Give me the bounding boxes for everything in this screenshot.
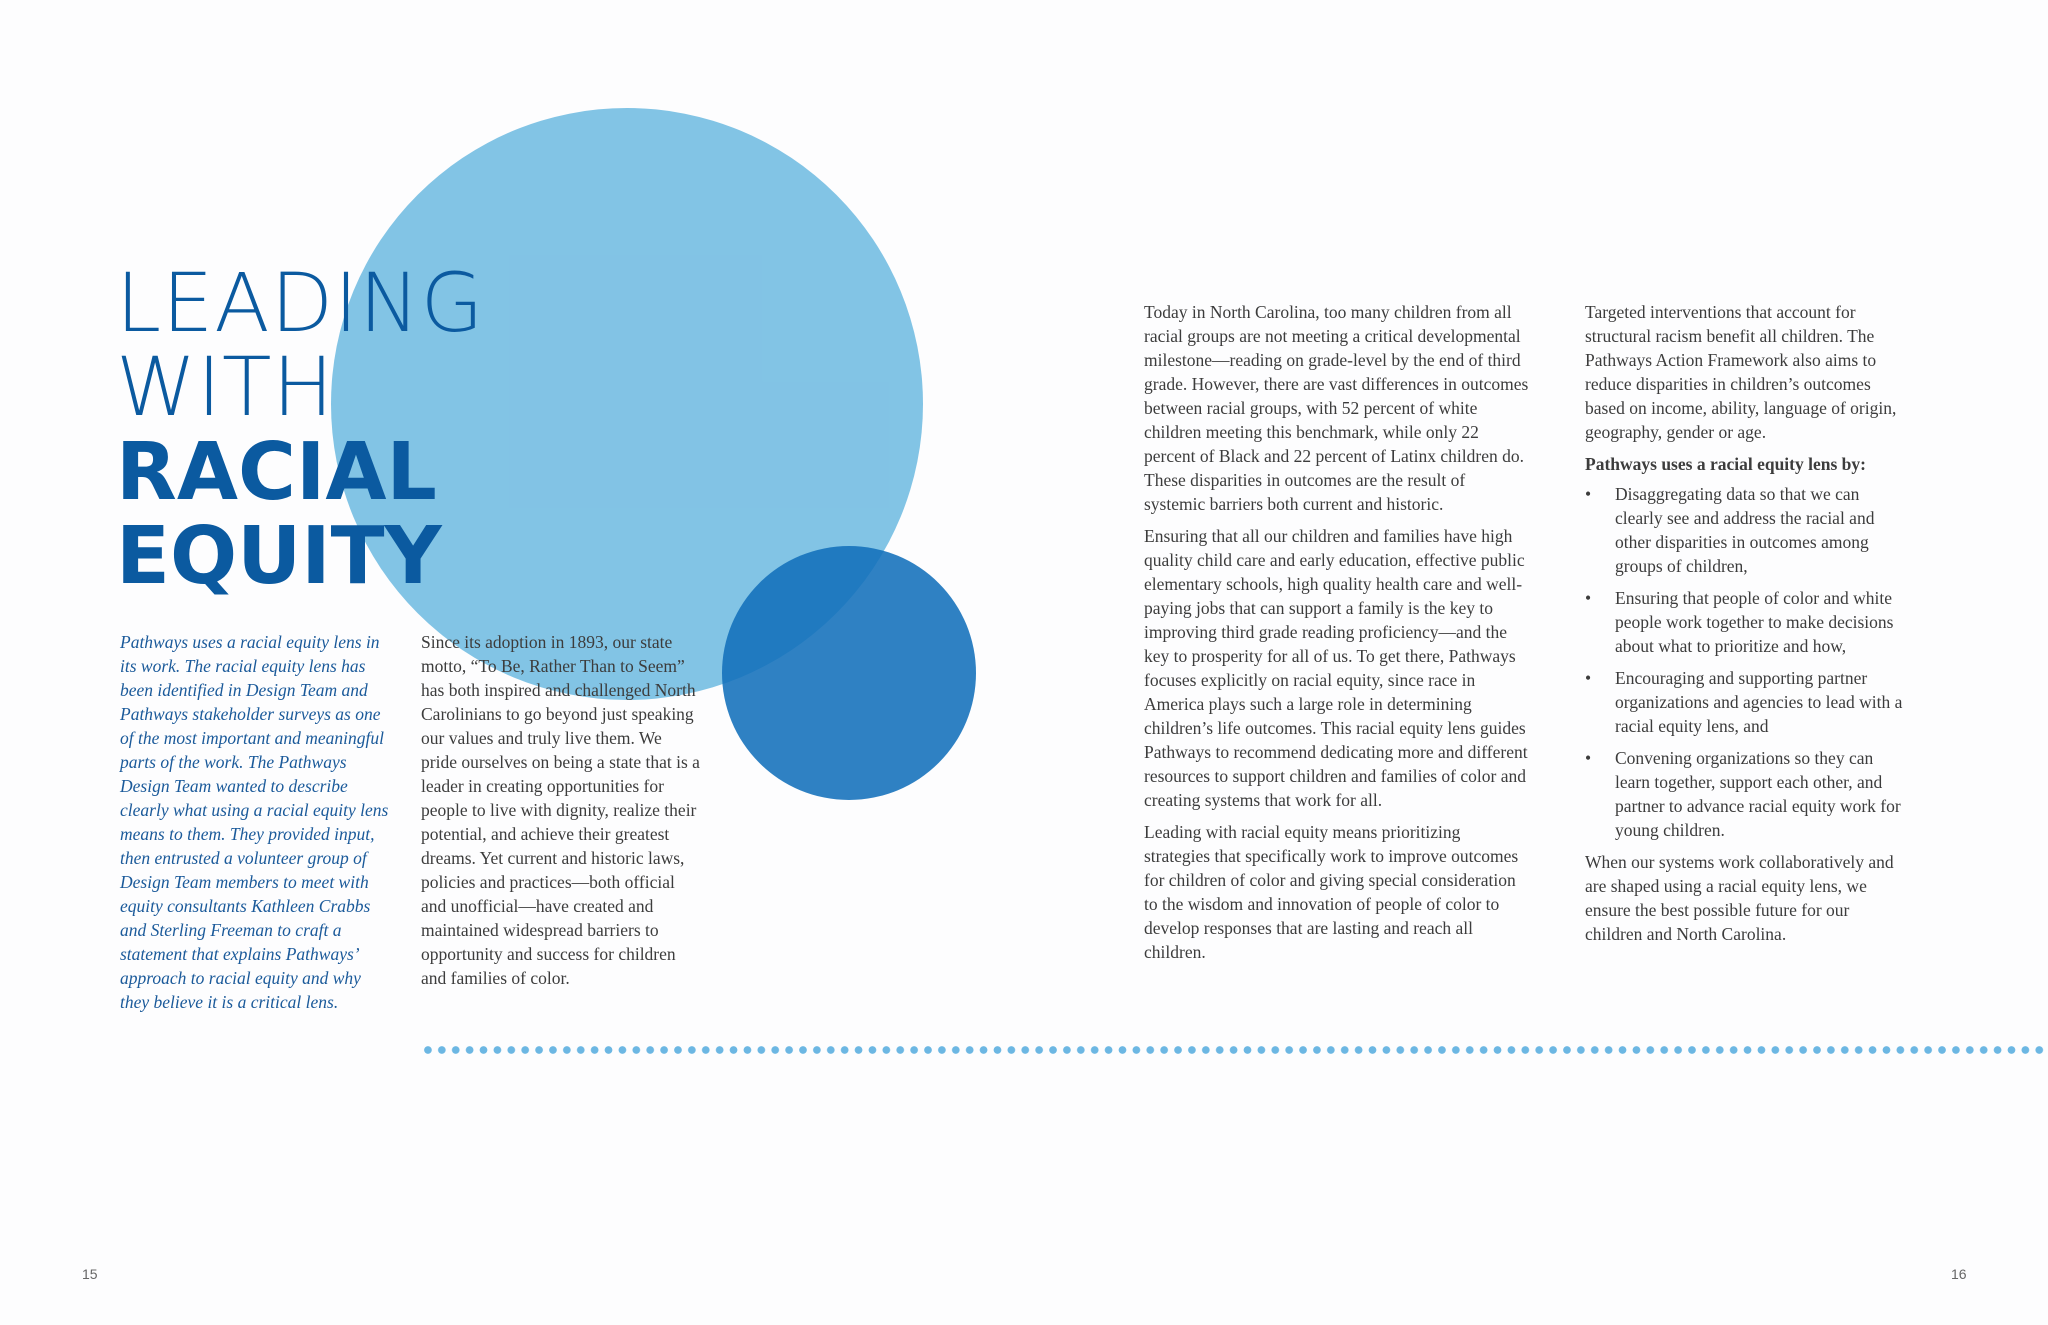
bullet-list bbox=[1585, 482, 1905, 842]
body-column-3 bbox=[1144, 300, 1529, 972]
list-item-text: Convening organizations so they can learn together, support each other, and partner to advance racial equity work for young children. bbox=[1615, 748, 1901, 840]
bullet-list-heading: Pathways uses a racial equity lens by: bbox=[1585, 454, 1866, 474]
title-line-leading: LEADING bbox=[116, 257, 485, 351]
list-item bbox=[1585, 586, 1905, 658]
page-number-right: 16 bbox=[1951, 1266, 1967, 1282]
body-column-4 bbox=[1585, 300, 1905, 954]
page-number-left: 15 bbox=[82, 1266, 98, 1282]
bullet-icon: • bbox=[1585, 748, 1592, 768]
dotted-divider bbox=[421, 1045, 2046, 1055]
body-paragraph: Today in North Carolina, too many children from all racial groups are not meeting a critical developmental milestone—reading on grade-level by the end of third grade. However, there are vast differences in outcomes between racial groups, with 52 percent of white children meeting this benchmark, while only 22 percent of Black and 22 percent of Latinx children do. These disparities in outcomes are the result of systemic barriers both current and historic. bbox=[1144, 302, 1529, 514]
body-paragraph: Since its adoption in 1893, our state motto, “To Be, Rather Than to Seem” has both inspired and challenged North Carolinians to go beyond just speaking our values and truly live them. We pride ourselves on being a state that is a leader in creating opportunities for people to live with dignity, realize their potential, and achieve their greatest dreams. Yet current and historic laws, policies and practices—both official and unofficial—have created and maintained widespread barriers to opportunity and success for children and families of color. bbox=[421, 632, 700, 988]
body-paragraph: Ensuring that all our children and families have high quality child care and early education, effective public elementary schools, high quality health care and well-paying jobs that can support a family is the key to improving third grade reading proficiency—and the key to prosperity for all of us. To get there, Pathways focuses explicitly on racial equity, since race in America plays such a large role in determining children’s life outcomes. This racial equity lens guides Pathways to recommend dedicating more and different resources to support children and families of color and creating systems that work for all. bbox=[1144, 526, 1528, 810]
body-paragraph: Leading with racial equity means prioritizing strategies that specifically work to improve outcomes for children of color and giving special consideration to the wisdom and innovation of people of color to develop responses that are lasting and reach all children. bbox=[1144, 822, 1519, 962]
bullet-icon: • bbox=[1585, 484, 1592, 504]
title-line-racial: RACIAL bbox=[116, 426, 437, 518]
body-paragraph: Targeted interventions that account for structural racism benefit all children. The Pathways Action Framework also aims to reduce disparities in children’s outcomes based on income, ability, language of origin, geography, gender or age. bbox=[1585, 302, 1897, 442]
list-item-text: Ensuring that people of color and white people work together to make decisions about what to prioritize and how, bbox=[1615, 588, 1894, 656]
body-paragraph: When our systems work collaboratively and are shaped using a racial equity lens, we ensure the best possible future for our children and North Carolina. bbox=[1585, 852, 1894, 944]
list-item bbox=[1585, 482, 1905, 578]
list-item-text: Disaggregating data so that we can clearly see and address the racial and other disparities in outcomes among groups of children, bbox=[1615, 484, 1875, 576]
bullet-icon: • bbox=[1585, 588, 1592, 608]
list-item bbox=[1585, 746, 1905, 842]
title-line-equity: EQUITY bbox=[116, 510, 442, 602]
bullet-icon: • bbox=[1585, 668, 1592, 688]
body-column-2 bbox=[421, 630, 701, 998]
title-line-with: WITH bbox=[116, 341, 335, 435]
intro-paragraph: Pathways uses a racial equity lens in its work. The racial equity lens has been identified in Design Team and Pathways stakeholder surveys as one of the most important and meaningful parts of the work. The Pathways Design Team wanted to describe clearly what using a racial equity lens means to them. They provided input, then entrusted a volunteer group of Design Team members to meet with equity consultants Kathleen Crabbs and Sterling Freeman to craft a statement that explains Pathways’ approach to racial equity and why they believe it is a critical lens. bbox=[120, 632, 389, 1012]
page-title bbox=[116, 257, 485, 602]
list-item-text: Encouraging and supporting partner organizations and agencies to lead with a racial equity lens, and bbox=[1615, 668, 1903, 736]
list-item bbox=[1585, 666, 1905, 738]
small-dark-blue-circle bbox=[722, 546, 976, 800]
